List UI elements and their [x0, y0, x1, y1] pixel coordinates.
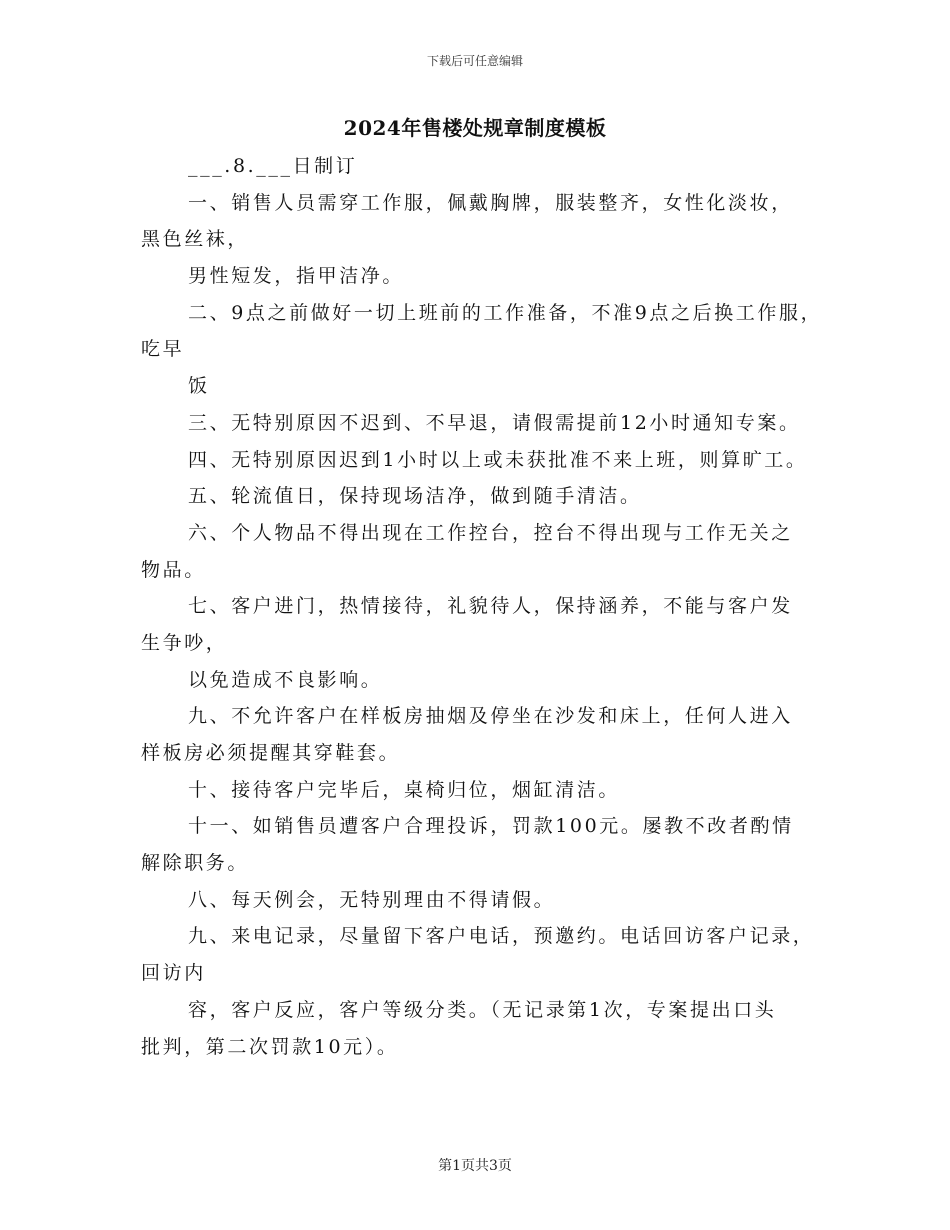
- body-line: 九、来电记录，尽量留下客户电话，预邀约。电话回访客户记录，: [188, 925, 815, 948]
- body-line: 物品。: [141, 558, 206, 581]
- document-title: 2024年售楼处规章制度模板: [343, 116, 607, 140]
- body-line: ___.8.___日制订: [188, 155, 358, 177]
- body-line: 四、无特别原因迟到1小时以上或未获批准不来上班，则算旷工。: [188, 448, 808, 471]
- body-line: 二、9点之前做好一切上班前的工作准备，不准9点之后换工作服，: [188, 301, 823, 324]
- body-line: 解除职务。: [141, 852, 250, 875]
- body-line: 黑色丝袜，: [141, 228, 250, 251]
- body-line: 十一、如销售员遭客户合理投诉，罚款100元。屡教不改者酌情: [188, 815, 794, 838]
- page-footer: 第1页共3页: [438, 1158, 512, 1174]
- body-line: 三、无特别原因不迟到、不早退，请假需提前12小时通知专案。: [188, 411, 801, 434]
- body-line: 样板房必须提醒其穿鞋套。: [141, 742, 401, 764]
- body-line: 七、客户进门，热情接待，礼貌待人，保持涵养，不能与客户发: [188, 595, 793, 618]
- body-line: 吃早: [141, 338, 185, 361]
- body-line: 以免造成不良影响。: [188, 668, 383, 691]
- body-line: 回访内: [141, 962, 206, 985]
- body-line: 九、不允许客户在样板房抽烟及停坐在沙发和床上，任何人进入: [188, 705, 793, 728]
- body-line: 五、轮流值日，保持现场洁净，做到随手清洁。: [188, 485, 642, 508]
- body-line: 一、销售人员需穿工作服，佩戴胸牌，服装整齐，女性化淡妆，: [188, 191, 793, 214]
- document-body: [141, 148, 821, 1065]
- body-line: 八、每天例会，无特别理由不得请假。: [188, 888, 556, 911]
- body-line: 十、接待客户完毕后，桌椅归位，烟缸清洁。: [188, 778, 621, 801]
- body-line: 饭: [188, 375, 210, 398]
- body-line: 男性短发，指甲洁净。: [188, 265, 405, 288]
- body-line: 生争吵，: [141, 631, 228, 654]
- body-line: 六、个人物品不得出现在工作控台，控台不得出现与工作无关之: [188, 521, 793, 544]
- body-line: 批判，第二次罚款10元）。: [141, 1035, 399, 1058]
- body-line: 容，客户反应，客户等级分类。（无记录第1次，专案提出口头: [188, 998, 777, 1021]
- header-note: 下载后可任意编辑: [426, 54, 523, 68]
